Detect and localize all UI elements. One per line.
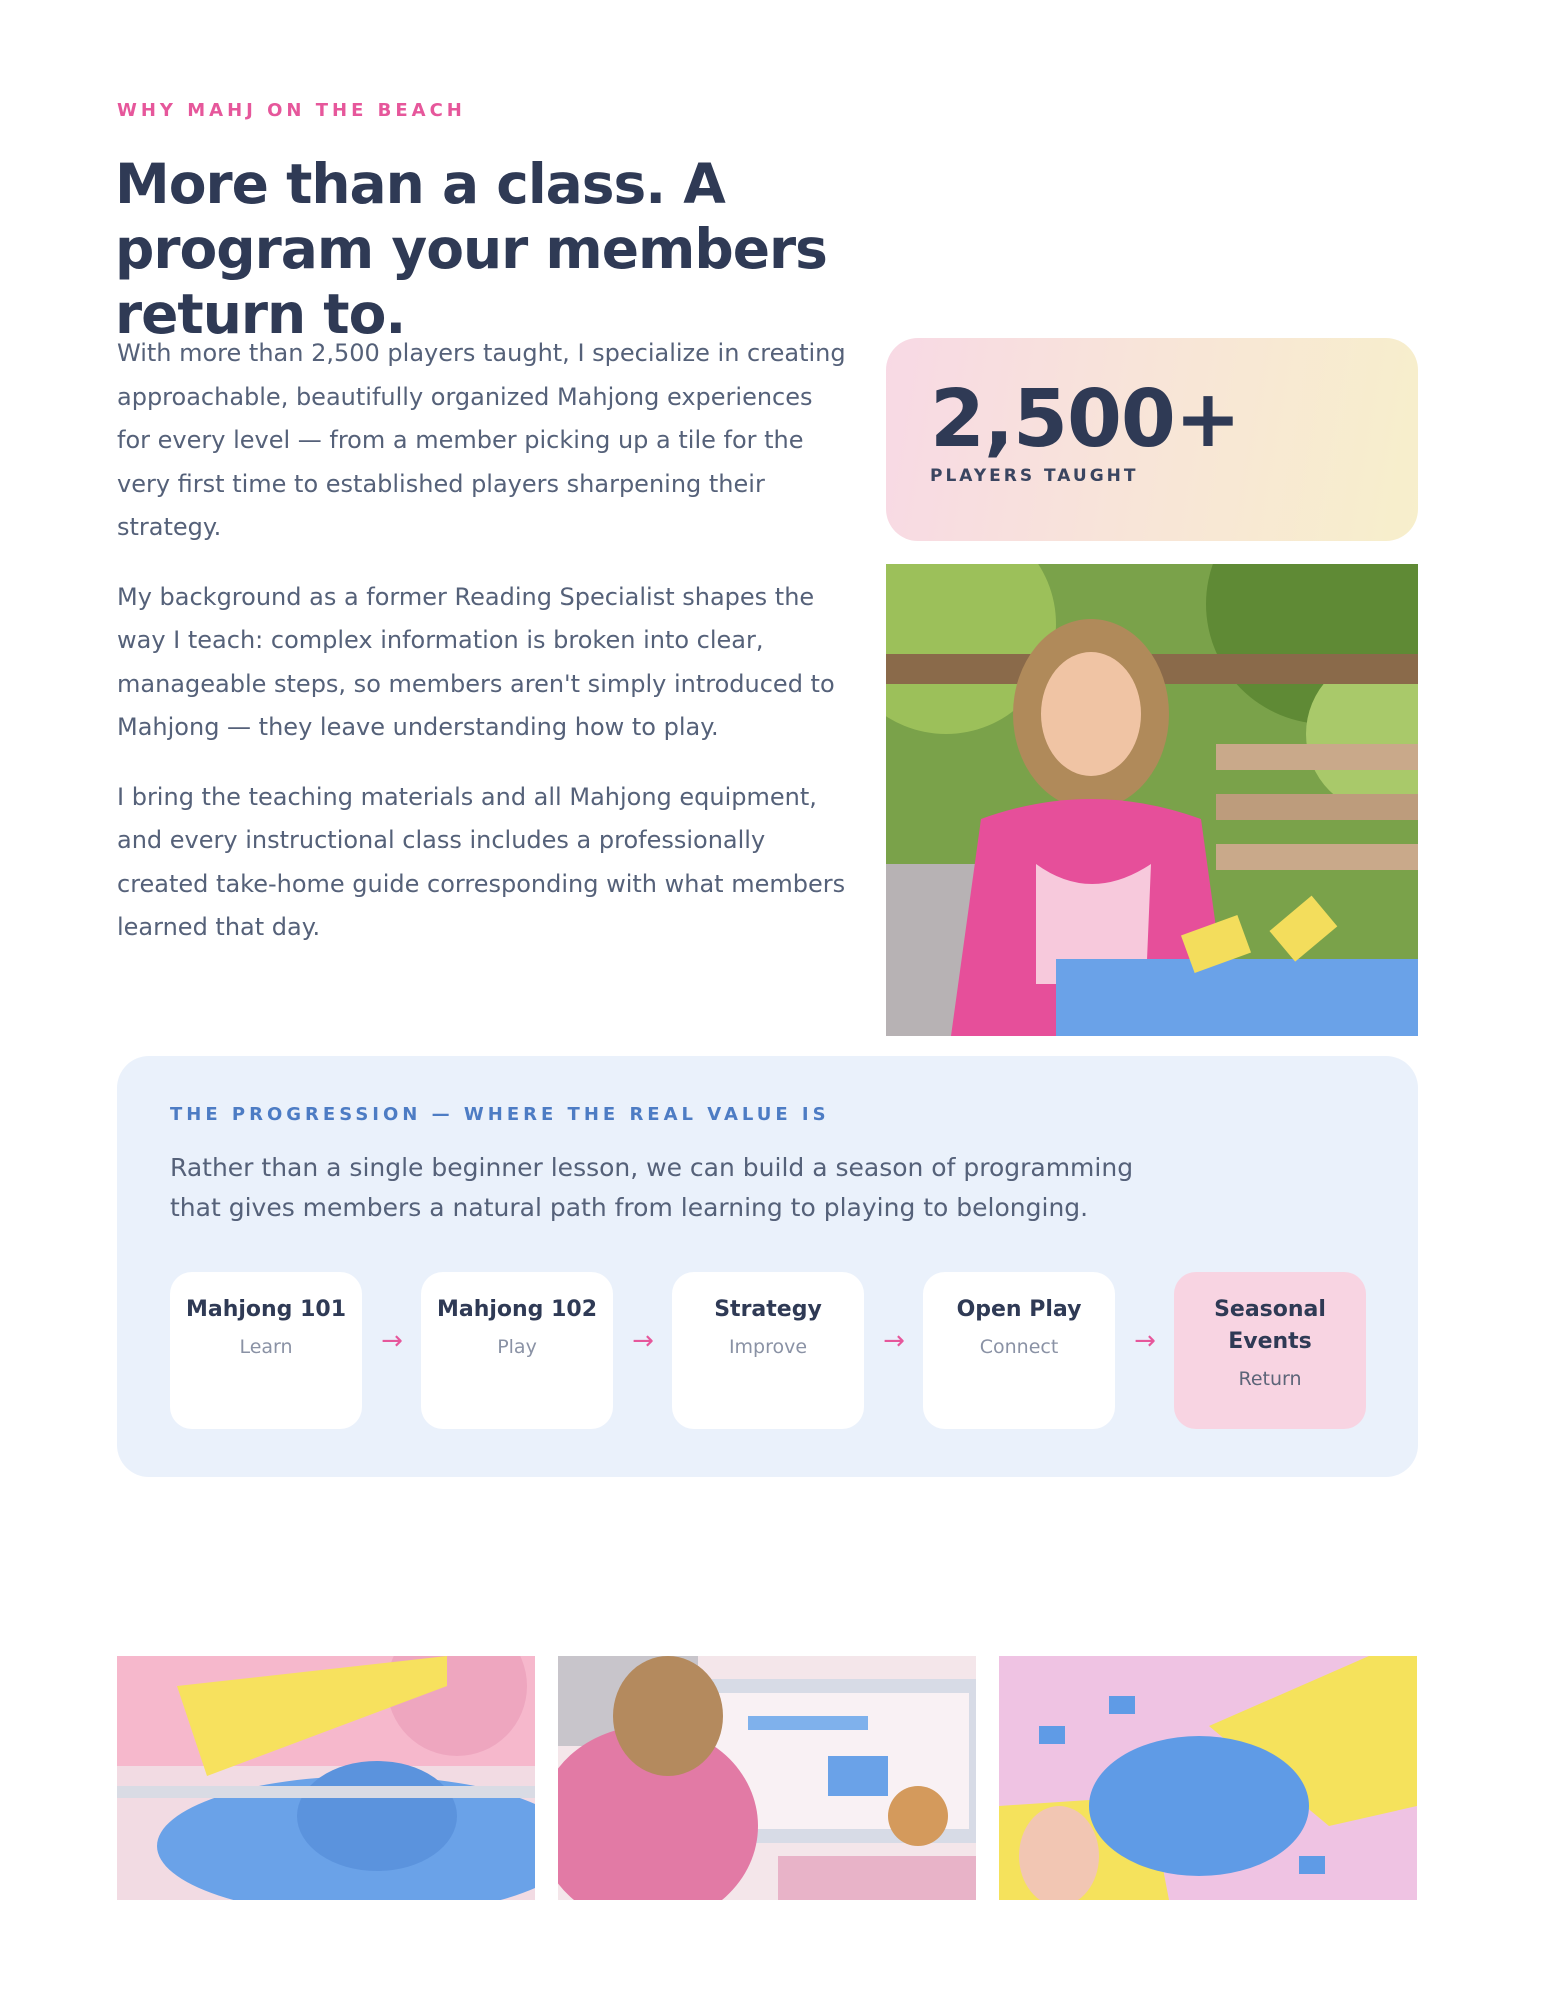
- step-title: Mahjong 101: [185, 1297, 347, 1322]
- step-subtitle: Improve: [728, 1336, 808, 1358]
- intro-paragraph: With more than 2,500 players taught, I specialize in creating approachable, beautifully organized Mahjong experiences for every level — from a member picking up a tile for the very first time to established players sharpening their strategy.: [117, 339, 846, 541]
- step-title: Mahjong 102: [436, 1297, 598, 1322]
- stat-card: [886, 338, 1418, 541]
- step-subtitle: Play: [497, 1336, 537, 1358]
- hero-photo: [886, 564, 1418, 1036]
- page-title: More than a class. A program your members return to.: [115, 152, 827, 346]
- step-card: [170, 1272, 362, 1429]
- gallery-photo-1: [117, 1656, 535, 1900]
- arrow-right-icon: →: [381, 1326, 403, 1356]
- arrow-right-icon: →: [883, 1326, 905, 1356]
- step-card: [923, 1272, 1115, 1429]
- stat-label: PLAYERS TAUGHT: [930, 466, 1139, 486]
- progression-panel: [117, 1056, 1418, 1477]
- progression-eyebrow: THE PROGRESSION — WHERE THE REAL VALUE IS: [170, 1104, 830, 1125]
- step-card: [421, 1272, 613, 1429]
- step-subtitle: Learn: [239, 1336, 293, 1358]
- step-title: Seasonal Events: [1214, 1297, 1326, 1354]
- section-eyebrow: WHY MAHJ ON THE BEACH: [117, 100, 466, 121]
- step-title: Strategy: [714, 1297, 822, 1322]
- arrow-right-icon: →: [1134, 1326, 1156, 1356]
- step-subtitle: Connect: [979, 1336, 1059, 1358]
- gallery-photo-3: [999, 1656, 1417, 1900]
- gallery-photo-2: [558, 1656, 976, 1900]
- arrow-right-icon: →: [632, 1326, 654, 1356]
- intro-paragraph: I bring the teaching materials and all Mahjong equipment, and every instructional class includes a professionally created take-home guide corresponding with what members learned that day.: [117, 782, 846, 941]
- progression-description: Rather than a single beginner lesson, we can build a season of programming that gives members a natural path from learning to playing to belonging.: [170, 1153, 1134, 1222]
- step-card-final: [1174, 1272, 1366, 1429]
- step-card: [672, 1272, 864, 1429]
- stat-number: 2,500+: [930, 373, 1241, 465]
- step-subtitle: Return: [1238, 1368, 1302, 1390]
- intro-text: [117, 332, 847, 976]
- step-title: Open Play: [956, 1297, 1082, 1322]
- intro-paragraph: My background as a former Reading Specialist shapes the way I teach: complex information is broken into clear, manageable steps, so members aren't simply introduced to Mahjong — they leave understanding how to play.: [117, 582, 835, 741]
